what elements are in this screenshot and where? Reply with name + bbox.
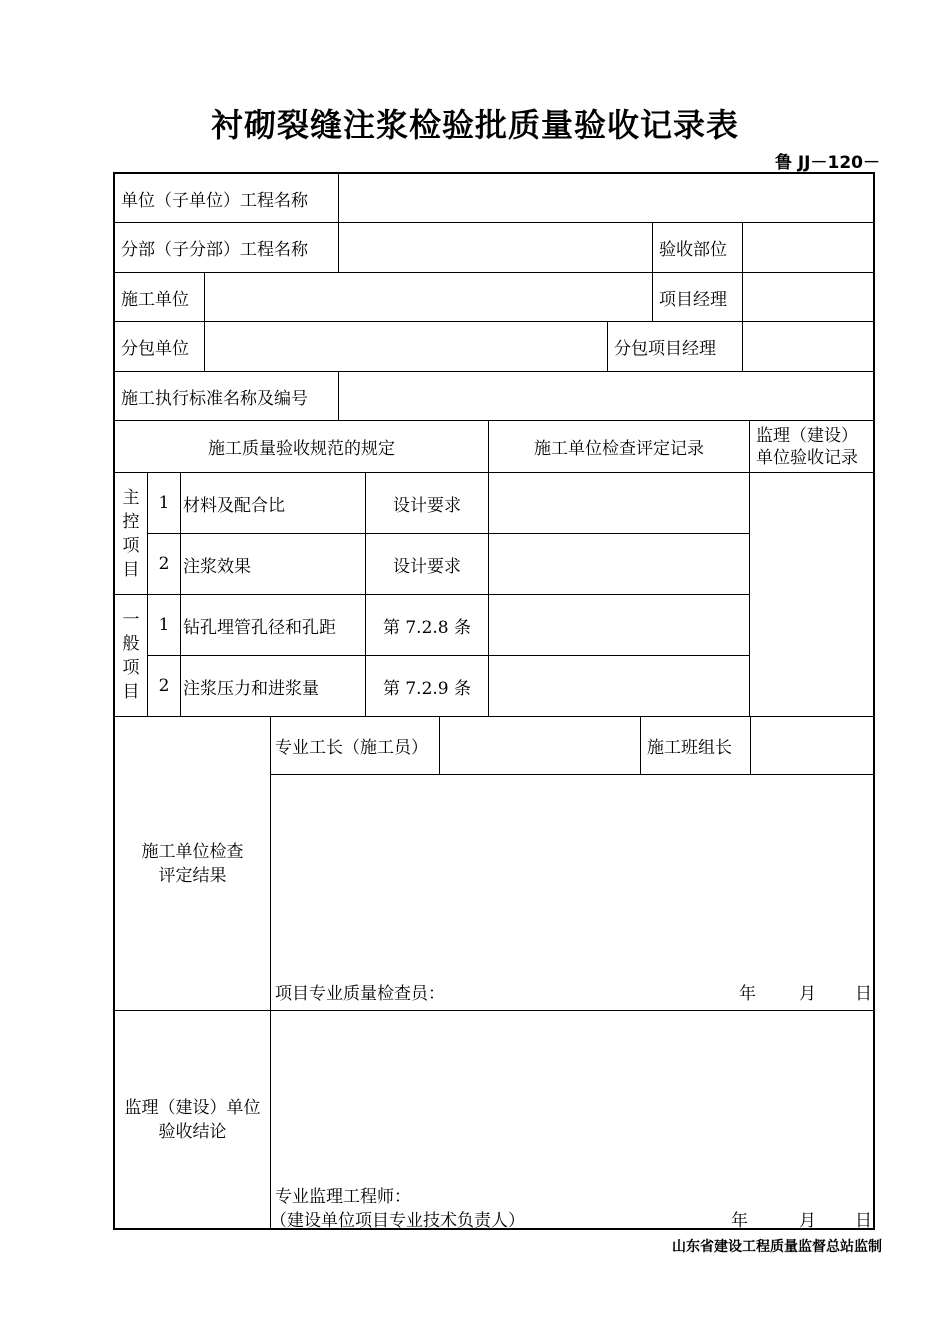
supervision-record-line1: 监理（建设） — [756, 425, 858, 446]
item-number: 2 — [148, 534, 181, 595]
date-day: 日 — [855, 984, 872, 1004]
supervision-record-field[interactable] — [750, 473, 875, 717]
unit-project-name-field[interactable] — [339, 174, 875, 223]
item-name: 注浆压力和进浆量 — [181, 656, 366, 717]
item-requirement: 设计要求 — [366, 534, 489, 595]
supervision-result-label — [115, 1011, 271, 1228]
sub-project-name-field[interactable] — [339, 223, 653, 273]
general-char: 项 — [122, 657, 140, 678]
date-year: 年 — [739, 984, 756, 1004]
check-record-header: 施工单位检查评定记录 — [489, 421, 750, 473]
item-number: 1 — [148, 595, 181, 656]
subcontract-manager-label: 分包项目经理 — [608, 322, 743, 372]
standard-name-field[interactable] — [339, 372, 875, 421]
acceptance-part-label: 验收部位 — [653, 223, 743, 273]
item-check-record-field[interactable] — [489, 656, 750, 717]
item-requirement: 第 7.2.9 条 — [366, 656, 489, 717]
subcontract-manager-field[interactable] — [743, 322, 875, 372]
form-title: 衬砌裂缝注浆检验批质量验收记录表 — [210, 106, 739, 144]
spec-header: 施工质量验收规范的规定 — [115, 421, 489, 473]
construction-unit-label: 施工单位 — [115, 273, 205, 322]
foreman-label: 专业工长（施工员） — [271, 717, 440, 775]
tech-leader-signature-label: （建设单位项目专业技术负责人） — [270, 1211, 525, 1231]
team-leader-label: 施工班组长 — [641, 717, 751, 775]
main-control-label — [115, 473, 148, 595]
date-year: 年 — [731, 1211, 748, 1231]
item-check-record-field[interactable] — [489, 595, 750, 656]
construction-unit-field[interactable] — [205, 273, 653, 322]
project-manager-label: 项目经理 — [653, 273, 743, 322]
sub-project-name-label: 分部（子分部）工程名称 — [115, 223, 339, 273]
item-name: 注浆效果 — [181, 534, 366, 595]
item-check-record-field[interactable] — [489, 534, 750, 595]
item-number: 2 — [148, 656, 181, 717]
unit-project-name-label: 单位（子单位）工程名称 — [115, 174, 339, 223]
item-number: 1 — [148, 473, 181, 534]
item-requirement: 第 7.2.8 条 — [366, 595, 489, 656]
date-day: 日 — [855, 1211, 872, 1231]
item-name: 钻孔埋管孔径和孔距 — [181, 595, 366, 656]
team-leader-field[interactable] — [751, 717, 875, 775]
foreman-field[interactable] — [440, 717, 641, 775]
general-char: 一 — [122, 609, 140, 630]
engineer-signature-label: 专业监理工程师： — [275, 1187, 411, 1207]
issuer-footer: 山东省建设工程质量监督总站监制 — [672, 1239, 882, 1255]
construction-result-line1: 施工单位检查 — [141, 841, 244, 862]
subcontract-unit-label: 分包单位 — [115, 322, 205, 372]
main-control-char: 控 — [122, 511, 140, 532]
inspector-signature-label: 项目专业质量检查员： — [275, 984, 445, 1004]
subcontract-unit-field[interactable] — [205, 322, 608, 372]
main-control-char: 项 — [122, 535, 140, 556]
supervision-record-header — [750, 421, 875, 473]
acceptance-form-table — [113, 172, 875, 1230]
form-code: 鲁 JJ－120－ — [774, 153, 880, 173]
general-char: 目 — [122, 681, 140, 702]
general-label — [115, 595, 148, 717]
supervision-result-line1: 监理（建设）单位 — [124, 1097, 261, 1118]
main-control-char: 目 — [122, 559, 140, 580]
acceptance-part-field[interactable] — [743, 223, 875, 273]
item-requirement: 设计要求 — [366, 473, 489, 534]
date-month: 月 — [799, 984, 816, 1004]
item-check-record-field[interactable] — [489, 473, 750, 534]
item-name: 材料及配合比 — [181, 473, 366, 534]
date-month: 月 — [799, 1211, 816, 1231]
main-control-char: 主 — [122, 487, 140, 508]
standard-name-label: 施工执行标准名称及编号 — [115, 372, 339, 421]
construction-result-field[interactable] — [271, 775, 875, 1011]
construction-result-line2: 评定结果 — [158, 865, 227, 886]
project-manager-field[interactable] — [743, 273, 875, 322]
construction-result-label — [115, 717, 271, 1011]
supervision-record-line2: 单位验收记录 — [756, 447, 858, 468]
general-char: 般 — [122, 633, 140, 654]
supervision-result-line2: 验收结论 — [158, 1121, 227, 1142]
